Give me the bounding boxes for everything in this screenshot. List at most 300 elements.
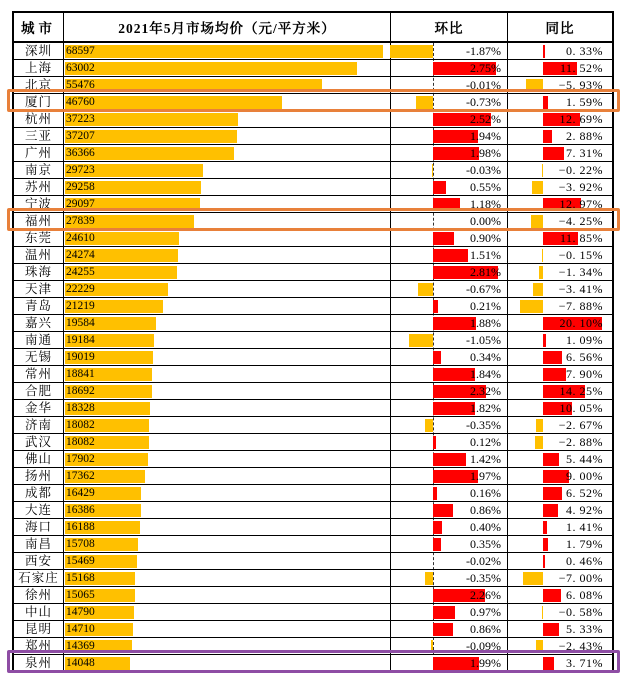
yoy-cell: [508, 451, 612, 467]
table-row: [14, 332, 612, 349]
price-value: 19184: [66, 334, 95, 346]
yoy-value: −1. 34%: [558, 265, 603, 279]
price-value: 18082: [66, 419, 95, 431]
table-row: [14, 417, 612, 434]
city-name: 济南: [14, 417, 64, 433]
yoy-cell: [508, 604, 612, 620]
table-row: [14, 213, 612, 230]
yoy-value: −5. 93%: [558, 78, 603, 92]
mom-cell: [391, 400, 508, 416]
price-cell: [64, 451, 391, 467]
price-cell: [64, 366, 391, 382]
mom-cell: [391, 570, 508, 586]
yoy-value: 5. 33%: [566, 622, 603, 636]
price-cell: [64, 213, 391, 229]
city-name: 金华: [14, 400, 64, 416]
yoy-cell: [508, 485, 612, 501]
yoy-cell: [508, 536, 612, 552]
table-row: [14, 77, 612, 94]
yoy-cell: [508, 400, 612, 416]
mom-value: 1.98%: [470, 146, 501, 160]
price-cell: [64, 536, 391, 552]
table-row: [14, 638, 612, 655]
city-name: 天津: [14, 281, 64, 297]
price-cell: [64, 43, 391, 59]
yoy-value: −0. 58%: [558, 605, 603, 619]
mom-cell: [391, 604, 508, 620]
yoy-cell: [508, 281, 612, 297]
mom-cell: [391, 111, 508, 127]
mom-cell: [391, 60, 508, 76]
yoy-value: 11. 85%: [559, 231, 603, 245]
price-value: 37223: [66, 113, 95, 125]
yoy-value: 11. 52%: [559, 61, 603, 75]
city-name: 中山: [14, 604, 64, 620]
table-row: [14, 264, 612, 281]
city-name: 合肥: [14, 383, 64, 399]
price-value: 14048: [66, 657, 95, 669]
table-row: [14, 315, 612, 332]
city-name: 三亚: [14, 128, 64, 144]
price-value: 24610: [66, 232, 95, 244]
yoy-value: −2. 88%: [558, 435, 603, 449]
mom-cell: [391, 519, 508, 535]
yoy-value: 12. 69%: [559, 112, 603, 126]
price-value: 68597: [66, 45, 95, 57]
mom-value: -0.35%: [466, 418, 501, 432]
mom-value: 2.32%: [470, 384, 501, 398]
city-name: 北京: [14, 77, 64, 93]
city-name: 大连: [14, 502, 64, 518]
table-row: [14, 111, 612, 128]
mom-value: 0.35%: [470, 537, 501, 551]
city-name: 扬州: [14, 468, 64, 484]
price-value: 24274: [66, 249, 95, 261]
mom-value: 0.55%: [470, 180, 501, 194]
yoy-value: −2. 67%: [558, 418, 603, 432]
table-row: [14, 196, 612, 213]
price-cell: [64, 434, 391, 450]
header-mom: 环比: [391, 13, 508, 41]
yoy-value: 1. 09%: [566, 333, 603, 347]
price-value: 37207: [66, 130, 95, 142]
city-name: 嘉兴: [14, 315, 64, 331]
yoy-cell: [508, 349, 612, 365]
city-name: 东莞: [14, 230, 64, 246]
mom-cell: [391, 128, 508, 144]
price-value: 36366: [66, 147, 95, 159]
mom-value: -0.01%: [466, 78, 501, 92]
yoy-value: 10. 05%: [559, 401, 603, 415]
city-name: 成都: [14, 485, 64, 501]
price-value: 22229: [66, 283, 95, 295]
yoy-value: 7. 31%: [566, 146, 603, 160]
mom-value: 2.75%: [470, 61, 501, 75]
table-row: [14, 94, 612, 111]
mom-cell: [391, 536, 508, 552]
yoy-cell: [508, 196, 612, 212]
city-name: 广州: [14, 145, 64, 161]
price-value: 29258: [66, 181, 95, 193]
mom-cell: [391, 247, 508, 263]
price-cell: [64, 281, 391, 297]
yoy-value: 0. 46%: [566, 554, 603, 568]
yoy-cell: [508, 502, 612, 518]
mom-cell: [391, 349, 508, 365]
table-row: [14, 502, 612, 519]
price-bar: [65, 79, 322, 92]
city-name: 佛山: [14, 451, 64, 467]
price-cell: [64, 349, 391, 365]
mom-value: -0.09%: [466, 639, 501, 653]
mom-cell: [391, 468, 508, 484]
yoy-cell: [508, 638, 612, 654]
price-value: 15168: [66, 572, 95, 584]
mom-value: 0.12%: [470, 435, 501, 449]
price-value: 18328: [66, 402, 95, 414]
yoy-value: −0. 22%: [558, 163, 603, 177]
city-name: 杭州: [14, 111, 64, 127]
price-value: 14369: [66, 640, 95, 652]
price-cell: [64, 298, 391, 314]
mom-cell: [391, 417, 508, 433]
yoy-cell: [508, 519, 612, 535]
price-value: 16429: [66, 487, 95, 499]
header-price: 2021年5月市场均价（元/平方米）: [64, 13, 391, 41]
mom-cell: [391, 366, 508, 382]
price-value: 15065: [66, 589, 95, 601]
price-cell: [64, 485, 391, 501]
yoy-cell: [508, 145, 612, 161]
city-name: 常州: [14, 366, 64, 382]
price-cell: [64, 94, 391, 110]
mom-value: -0.73%: [466, 95, 501, 109]
mom-cell: [391, 332, 508, 348]
yoy-cell: [508, 383, 612, 399]
yoy-cell: [508, 230, 612, 246]
price-cell: [64, 400, 391, 416]
price-value: 17362: [66, 470, 95, 482]
price-value: 29097: [66, 198, 95, 210]
price-value: 18841: [66, 368, 95, 380]
yoy-value: −0. 15%: [558, 248, 603, 262]
mom-cell: [391, 587, 508, 603]
mom-value: 2.81%: [470, 265, 501, 279]
price-cell: [64, 247, 391, 263]
city-name: 南昌: [14, 536, 64, 552]
city-name: 苏州: [14, 179, 64, 195]
table-row: [14, 298, 612, 315]
yoy-value: 7. 90%: [566, 367, 603, 381]
yoy-value: −2. 43%: [558, 639, 603, 653]
table-row: [14, 400, 612, 417]
city-name: 青岛: [14, 298, 64, 314]
yoy-cell: [508, 468, 612, 484]
yoy-cell: [508, 298, 612, 314]
table-row: [14, 60, 612, 77]
price-cell: [64, 179, 391, 195]
price-value: 46760: [66, 96, 95, 108]
mom-cell: [391, 196, 508, 212]
price-value: 17902: [66, 453, 95, 465]
mom-cell: [391, 281, 508, 297]
yoy-cell: [508, 417, 612, 433]
yoy-value: −4. 25%: [558, 214, 603, 228]
price-cell: [64, 621, 391, 637]
city-name: 昆明: [14, 621, 64, 637]
city-name: 上海: [14, 60, 64, 76]
yoy-value: −3. 41%: [558, 282, 603, 296]
city-name: 厦门: [14, 94, 64, 110]
table-row: [14, 621, 612, 638]
table-row: [14, 485, 612, 502]
yoy-value: 1. 79%: [566, 537, 603, 551]
yoy-cell: [508, 94, 612, 110]
table-row: [14, 604, 612, 621]
table-row: [14, 247, 612, 264]
mom-cell: [391, 264, 508, 280]
mom-value: 1.94%: [470, 129, 501, 143]
table-row: [14, 179, 612, 196]
city-name: 海口: [14, 519, 64, 535]
mom-cell: [391, 451, 508, 467]
price-cell: [64, 553, 391, 569]
mom-value: -0.67%: [466, 282, 501, 296]
price-cell: [64, 332, 391, 348]
table-row: [14, 434, 612, 451]
price-cell: [64, 111, 391, 127]
yoy-cell: [508, 553, 612, 569]
mom-value: 0.00%: [470, 214, 501, 228]
table-row: [14, 451, 612, 468]
table-row: [14, 43, 612, 60]
yoy-value: 6. 08%: [566, 588, 603, 602]
yoy-cell: [508, 332, 612, 348]
yoy-cell: [508, 570, 612, 586]
table-row: [14, 587, 612, 604]
table-row: [14, 383, 612, 400]
price-cell: [64, 315, 391, 331]
table-row: [14, 536, 612, 553]
price-cell: [64, 519, 391, 535]
mom-value: -0.02%: [466, 554, 501, 568]
city-name: 珠海: [14, 264, 64, 280]
yoy-cell: [508, 179, 612, 195]
mom-cell: [391, 77, 508, 93]
mom-cell: [391, 179, 508, 195]
price-value: 21219: [66, 300, 95, 312]
price-value: 16386: [66, 504, 95, 516]
price-cell: [64, 162, 391, 178]
mom-cell: [391, 502, 508, 518]
table-row: [14, 145, 612, 162]
yoy-cell: [508, 43, 612, 59]
table-row: [14, 570, 612, 587]
mom-value: 2.26%: [470, 588, 501, 602]
table-row: [14, 519, 612, 536]
city-name: 徐州: [14, 587, 64, 603]
price-cell: [64, 128, 391, 144]
table-row: [14, 366, 612, 383]
yoy-value: 5. 44%: [566, 452, 603, 466]
mom-cell: [391, 315, 508, 331]
yoy-value: 6. 56%: [566, 350, 603, 364]
price-table: [12, 11, 614, 673]
yoy-cell: [508, 247, 612, 263]
header-yoy: 同比: [545, 21, 575, 36]
mom-cell: [391, 230, 508, 246]
city-name: 无锡: [14, 349, 64, 365]
mom-cell: [391, 485, 508, 501]
table-row: [14, 468, 612, 485]
yoy-value: 0. 33%: [566, 44, 603, 58]
price-cell: [64, 264, 391, 280]
yoy-value: −3. 92%: [558, 180, 603, 194]
price-cell: [64, 502, 391, 518]
mom-cell: [391, 162, 508, 178]
yoy-value: 3. 71%: [566, 656, 603, 670]
header-city: 城市: [14, 13, 64, 41]
price-value: 19019: [66, 351, 95, 363]
price-value: 18692: [66, 385, 95, 397]
yoy-value: −7. 00%: [558, 571, 603, 585]
city-name: 西安: [14, 553, 64, 569]
price-value: 14710: [66, 623, 95, 635]
city-name: 郑州: [14, 638, 64, 654]
price-value: 19584: [66, 317, 95, 329]
city-name: 温州: [14, 247, 64, 263]
table-row: [14, 230, 612, 247]
price-value: 55476: [66, 79, 95, 91]
mom-value: 1.97%: [470, 469, 501, 483]
table-header-row: [14, 13, 612, 43]
price-cell: [64, 77, 391, 93]
city-name: 宁波: [14, 196, 64, 212]
mom-cell: [391, 621, 508, 637]
price-cell: [64, 145, 391, 161]
price-cell: [64, 604, 391, 620]
price-cell: [64, 587, 391, 603]
yoy-value: 2. 88%: [566, 129, 603, 143]
yoy-cell: [508, 77, 612, 93]
yoy-value: 1. 59%: [566, 95, 603, 109]
price-cell: [64, 570, 391, 586]
city-name: 南通: [14, 332, 64, 348]
mom-value: 0.16%: [470, 486, 501, 500]
mom-value: 1.42%: [470, 452, 501, 466]
price-value: 63002: [66, 62, 95, 74]
mom-value: 1.51%: [470, 248, 501, 262]
mom-value: 0.97%: [470, 605, 501, 619]
price-value: 15469: [66, 555, 95, 567]
yoy-value: 14. 25%: [559, 384, 603, 398]
yoy-value: −7. 88%: [558, 299, 603, 313]
yoy-cell: [508, 655, 612, 671]
price-cell: [64, 196, 391, 212]
price-value: 24255: [66, 266, 95, 278]
yoy-cell: [508, 264, 612, 280]
table-row: [14, 281, 612, 298]
price-cell: [64, 60, 391, 76]
mom-value: 1.82%: [470, 401, 501, 415]
price-cell: [64, 468, 391, 484]
city-name: 石家庄: [14, 570, 64, 586]
price-value: 16188: [66, 521, 95, 533]
mom-value: -0.03%: [466, 163, 501, 177]
yoy-cell: [508, 366, 612, 382]
yoy-cell: [508, 128, 612, 144]
mom-value: 1.18%: [470, 197, 501, 211]
city-name: 深圳: [14, 43, 64, 59]
city-name: 武汉: [14, 434, 64, 450]
yoy-cell: [508, 213, 612, 229]
table-row: [14, 128, 612, 145]
price-value: 18082: [66, 436, 95, 448]
mom-value: 1.84%: [470, 367, 501, 381]
price-cell: [64, 417, 391, 433]
yoy-cell: [508, 621, 612, 637]
mom-cell: [391, 94, 508, 110]
mom-value: -0.35%: [466, 571, 501, 585]
yoy-cell: [508, 162, 612, 178]
price-cell: [64, 655, 391, 671]
price-value: 14790: [66, 606, 95, 618]
city-name: 泉州: [14, 655, 64, 671]
price-value: 15708: [66, 538, 95, 550]
mom-value: 0.34%: [470, 350, 501, 364]
mom-cell: [391, 553, 508, 569]
mom-cell: [391, 638, 508, 654]
mom-cell: [391, 43, 508, 59]
mom-value: -1.87%: [466, 44, 501, 58]
mom-value: 0.21%: [470, 299, 501, 313]
table-row: [14, 162, 612, 179]
price-bar: [65, 45, 383, 58]
mom-cell: [391, 298, 508, 314]
table-row: [14, 349, 612, 366]
price-cell: [64, 230, 391, 246]
price-bar: [65, 96, 282, 109]
mom-cell: [391, 383, 508, 399]
price-bar: [65, 62, 357, 75]
table-body: [14, 43, 612, 672]
mom-value: 0.40%: [470, 520, 501, 534]
yoy-value: 6. 52%: [566, 486, 603, 500]
yoy-cell: [508, 587, 612, 603]
mom-cell: [391, 434, 508, 450]
yoy-value: 12. 97%: [559, 197, 603, 211]
yoy-cell: [508, 434, 612, 450]
yoy-cell: [508, 111, 612, 127]
yoy-value: 1. 41%: [566, 520, 603, 534]
mom-value: 0.86%: [470, 622, 501, 636]
yoy-value: 20. 10%: [559, 316, 603, 330]
mom-value: 0.90%: [470, 231, 501, 245]
mom-value: 1.88%: [470, 316, 501, 330]
yoy-cell: [508, 60, 612, 76]
mom-value: 0.86%: [470, 503, 501, 517]
city-name: 福州: [14, 213, 64, 229]
yoy-value: 9. 00%: [566, 469, 603, 483]
mom-value: -1.05%: [466, 333, 501, 347]
city-name: 南京: [14, 162, 64, 178]
price-cell: [64, 383, 391, 399]
price-cell: [64, 638, 391, 654]
mom-cell: [391, 145, 508, 161]
mom-value: 2.52%: [470, 112, 501, 126]
price-value: 29723: [66, 164, 95, 176]
price-value: 27839: [66, 215, 95, 227]
